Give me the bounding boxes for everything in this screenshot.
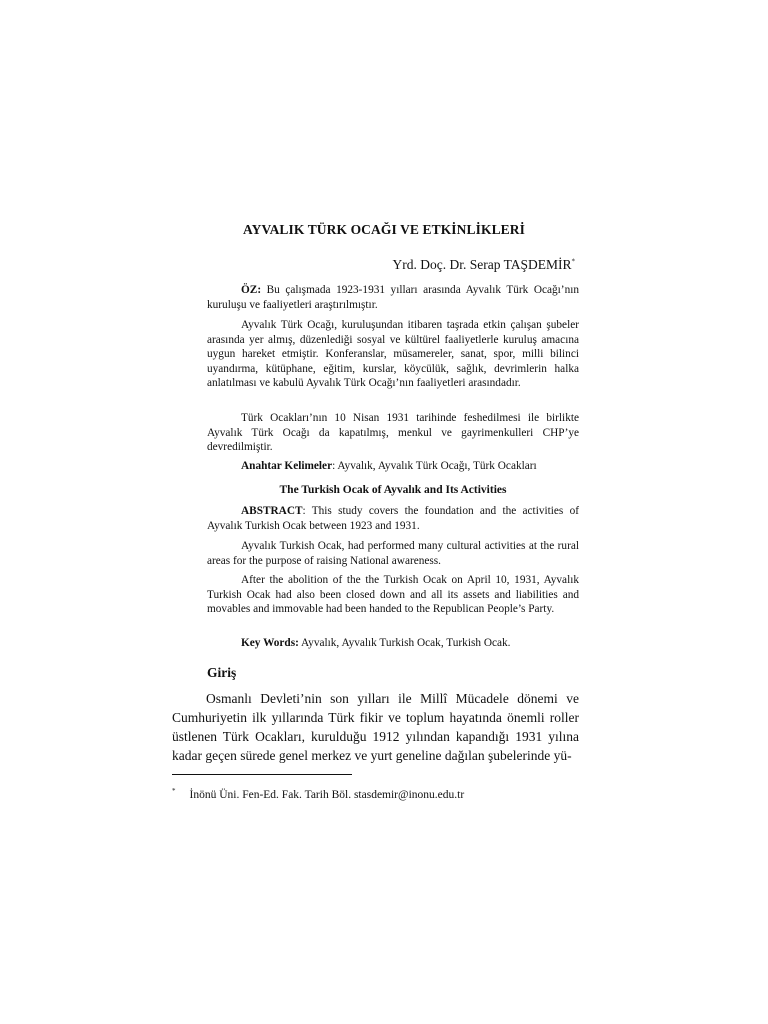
english-title: The Turkish Ocak of Ayvalık and Its Activities [279,484,507,496]
oz-paragraph-2 [207,318,579,391]
oz-label: ÖZ: [241,284,262,296]
abstract-label: ABSTRACT [241,505,303,517]
oz-text-3: Türk Ocakları’nın 10 Nisan 1931 tarihinde feshedilmesi ile birlikte Ayvalık Türk Ocağı da kapatılmış, menkul ve gayrimenkulleri CHP’ye devredilmiştir. [207,412,579,454]
abstract-text-2: Ayvalık Turkish Ocak, had performed many cultural activities at the rural areas for the purpose of raising National awareness. [207,540,579,567]
intro-body [172,689,579,765]
oz-paragraph-1 [207,283,579,312]
article-title: AYVALIK TÜRK OCAĞI VE ETKİNLİKLERİ [243,222,525,237]
abstract-text-3: After the abolition of the the Turkish Ocak on April 10, 1931, Ayvalık Turkish Ocak had also been closed down and all its assets and liabilities and movables and immovable had been handed to the Republican People’s Party. [207,574,579,616]
abstract-paragraph-1 [207,504,579,533]
abstract-paragraph-3 [207,573,579,617]
abstract-text-1: : This study covers the foundation and the activities of Ayvalık Turkish Ocak between 1923 and 1931. [207,505,579,532]
author-name: Yrd. Doç. Dr. Serap TAŞDEMİR [392,257,572,272]
footnote [172,787,464,801]
author-footnote-mark: * [571,257,575,266]
footnote-mark: * [172,787,176,795]
intro-paragraph: Osmanlı Devleti’nin son yılları ile Millî Mücadele dönemi ve Cumhuriyetin ilk yıllarında Türk fikir ve toplum hayatında önemli roller üstlenen Türk Ocakları, kurulduğu 1912 yılından kapandığı 1931 yılına kadar geçen sürede genel merkez ve yurt geneline dağılan şubelerinde yü- [172,691,579,763]
oz-paragraph-3 [207,411,579,455]
abstract-paragraph-2 [207,539,579,568]
oz-text-2: Ayvalık Türk Ocağı, kuruluşundan itibaren taşrada etkin çalışan şubeler arasında yer almış, düzenlediği sosyal ve kültürel faaliyetlerle kuruluş amacına uygun hareket etmiştir. Konferanslar, müsamereler, sanat, spor, milli bilinci uyandırma, kütüphane, eğitim, kurslar, köycülük, sağlık, devrimlerin halka anlatılması ve kabulü Ayvalık Türk Ocağı’nın faaliyetleri arasındadır. [207,319,579,390]
footnote-divider [172,774,352,775]
turkish-keywords-label: Anahtar Kelimeler [241,460,333,472]
intro-heading: Giriş [207,665,237,680]
turkish-keywords-text: : Ayvalık, Ayvalık Türk Ocağı, Türk Ocakları [332,460,537,472]
footnote-text: İnönü Üni. Fen-Ed. Fak. Tarih Böl. stasdemir@inonu.edu.tr [189,788,465,801]
english-keywords [207,636,579,651]
english-keywords-text: Ayvalık, Ayvalık Turkish Ocak, Turkish Ocak. [298,637,511,649]
english-keywords-label: Key Words: [241,637,299,649]
turkish-keywords [207,459,579,474]
author-line [392,257,575,273]
oz-text-1: Bu çalışmada 1923-1931 yılları arasında Ayvalık Türk Ocağı’nın kuruluşu ve faaliyetleri araştırılmıştır. [207,284,580,311]
